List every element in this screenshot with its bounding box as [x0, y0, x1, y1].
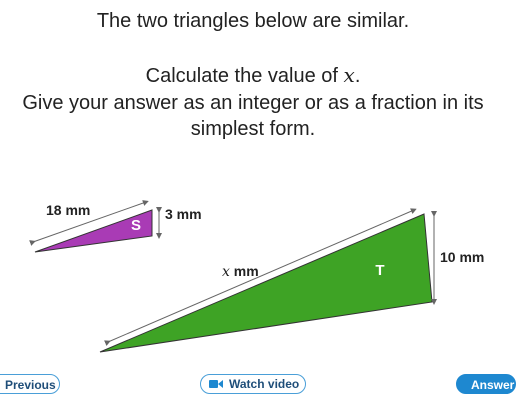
watch-video-label: Watch video	[229, 377, 300, 391]
video-camera-icon	[209, 379, 223, 389]
watch-video-button[interactable]	[200, 374, 306, 394]
label-s: S	[130, 217, 142, 234]
side-label-3mm: 3 mm	[165, 206, 202, 222]
side-label-10mm: 10 mm	[440, 249, 485, 265]
label-t: T	[375, 262, 385, 279]
variable-x: x	[343, 63, 355, 87]
question-intro: The two triangles below are similar.	[96, 10, 410, 32]
side-label-18mm: 18 mm	[46, 202, 91, 218]
instruction-prefix: Calculate the value of	[145, 65, 344, 87]
side-var-x: x	[222, 264, 230, 280]
side-unit-mm: mm	[229, 263, 259, 279]
side-label-x-mm	[222, 263, 259, 280]
instruction-suffix: .	[354, 65, 361, 87]
answer-format-line-1: Give your answer as an integer or as a fraction in its	[22, 92, 484, 114]
answer-button[interactable]: Answer	[456, 374, 516, 394]
previous-button[interactable]: Previous	[0, 374, 60, 394]
answer-format-line-2: simplest form.	[190, 118, 316, 140]
